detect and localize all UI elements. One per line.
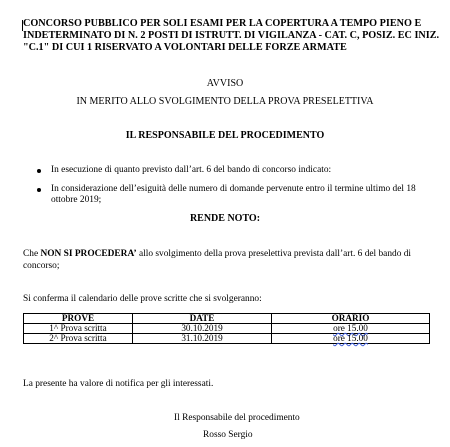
rende-noto-heading: RENDE NOTO: [189,213,261,224]
table-cell [272,324,430,334]
notice-paragraph [23,249,428,272]
notice-emphasis: NON SI PROCEDERA’ [40,249,137,259]
signature-role: Il Responsabile del procedimento [174,413,300,423]
bullet-icon [37,188,41,192]
validity-note: La presente ha valore di notifica per gli interessati. [23,379,214,389]
table-cell: 2^ Prova scritta [24,334,133,344]
bullet-list [37,165,432,214]
list-item [37,184,432,206]
table-row [24,334,430,344]
exam-schedule-table [23,313,430,344]
exam-time: ore 15.00 [333,333,368,343]
exam-time: ore 15.00 [333,323,368,333]
bullet-text: In esecuzione di quanto previsto dall’art. 6 del bando di concorso indicato: [51,165,332,175]
column-header: ORARIO [272,314,430,324]
bullet-icon [37,169,41,173]
table-cell: 1^ Prova scritta [24,324,133,334]
notice-subject: IN MERITO ALLO SVOLGIMENTO DELLA PROVA PRESELETTIVA [76,96,374,107]
competition-title [23,18,440,54]
table-cell: 31.10.2019 [133,334,272,344]
notice-heading: AVVISO [206,78,244,89]
list-item [37,165,432,176]
schedule-intro: Si conferma il calendario delle prove scritte che si svolgeranno: [23,294,262,304]
bullet-text: In considerazione dell’esiguità delle numero di domande pervenute entro il termine ultimo del 18 ottobre 2019; [51,184,416,205]
competition-title-line: INDETERMINATO DI N. 2 POSTI DI ISTRUTT. DI VIGILANZA - CAT. C, POSIZ. EC INIZ. [23,30,440,41]
column-header: PROVE [24,314,133,324]
table-header-row [24,314,430,324]
table-cell [272,334,430,344]
competition-title-line: CONCORSO PUBBLICO PER SOLI ESAMI PER LA COPERTURA A TEMPO PIENO E [23,18,422,29]
competition-title-line: "C.1" DI CUI 1 RISERVATO A VOLONTARI DELLE FORZE ARMATE [23,42,347,53]
column-header: DATE [133,314,272,324]
responsible-heading: IL RESPONSABILE DEL PROCEDIMENTO [125,130,325,141]
notice-suffix: allo svolgimento della prova preselettiva prevista dall’art. 6 del bando di concorso; [23,249,412,271]
signature-name: Rosso Sergio [203,430,253,440]
table-cell: 30.10.2019 [133,324,272,334]
notice-prefix: Che [23,249,41,259]
table-row [24,324,430,334]
